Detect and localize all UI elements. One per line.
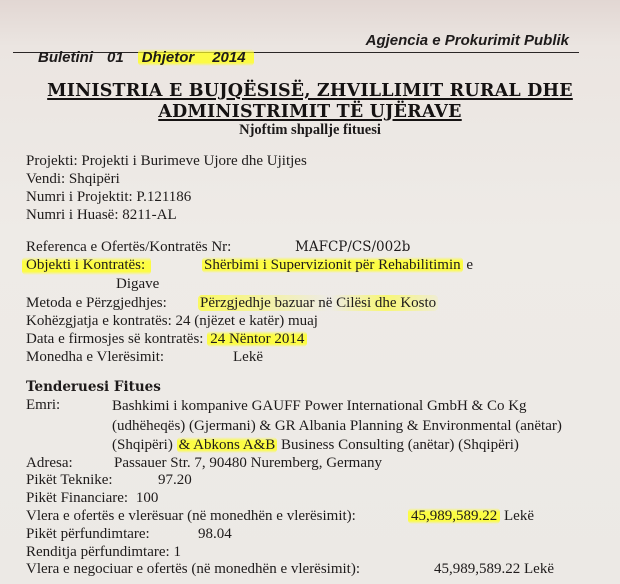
contract-reference — [26, 239, 411, 257]
technical-score — [26, 472, 192, 490]
title-line-2: ADMINISTRIMIT TË UJËRAVE — [158, 102, 462, 122]
reference-value: MAFCP/CS/002b — [295, 239, 411, 255]
evaluated-value-currency: Lekë — [504, 508, 534, 524]
contract-duration: Kohëzgjatja e kontratës: 24 (njëzet e katër) muaj — [26, 313, 318, 329]
currency-label: Monedha e Vlerësimit: — [26, 349, 165, 365]
negotiated-value-amount: 45,989,589.22 Lekë — [434, 561, 554, 577]
financial-score-label: Pikët Financiare: — [26, 490, 129, 506]
address-label: Adresa: — [26, 455, 73, 471]
negotiated-value-label: Vlera e negociuar e ofertës (në monedhën e vlerësimit): — [26, 561, 361, 577]
evaluation-currency — [26, 349, 263, 367]
bulletin-header — [13, 30, 579, 66]
winner-section-title: Tenderuesi Fitues — [26, 379, 161, 395]
address-value: Passauer Str. 7, 90480 Nuremberg, Germany — [114, 455, 383, 471]
financial-score-value: 100 — [135, 490, 159, 506]
title-line-1: MINISTRIA E BUJQËSISË, ZHVILLIMIT RURAL DHE — [47, 81, 573, 101]
bulletin-month: Dhjetor — [141, 49, 195, 66]
signing-date-value: 24 Nëntor 2014 — [207, 331, 307, 347]
ministry-title — [0, 81, 620, 123]
project-name: Projekti: Projekti i Burimeve Ujore dhe Ujitjes — [26, 153, 307, 169]
winner-name-label: Emri: — [26, 397, 61, 413]
final-score-value: 98.04 — [198, 526, 232, 542]
object-label: Objekti i Kontratës: — [22, 257, 151, 275]
project-number: Numri i Projektit: P.121186 — [26, 189, 192, 205]
winner-name-highlight: & Abkons A&B — [178, 437, 276, 453]
bulletin-date — [13, 32, 268, 83]
notice-subtitle: Njoftim shpallje fituesi — [239, 122, 381, 138]
technical-score-value: 97.20 — [158, 472, 192, 488]
bulletin-label: Buletini — [38, 49, 94, 66]
winner-name — [112, 397, 592, 456]
evaluated-value-label: Vlera e ofertës e vlerësuar (në monedhën e vlerësimit): — [26, 508, 356, 524]
reference-label: Referenca e Ofertës/Kontratës Nr: — [26, 239, 232, 255]
final-score-label: Pikët përfundimtare: — [26, 526, 150, 542]
winner-name-part1: Bashkimi i kompanive GAUFF Power International GmbH & Co Kg (udhëheqës) (Gjermani) & GR Albania Planning & Environmental (anëtar) (Shqipëri) — [112, 398, 562, 453]
winner-name-part2: Business Consulting (anëtar) (Shqipëri) — [277, 437, 519, 453]
bulletin-year: 2014 — [212, 49, 246, 66]
evaluated-offer-value — [26, 508, 534, 526]
object-value-continued: Digave — [116, 276, 160, 292]
winner-address — [26, 455, 383, 473]
final-score — [26, 526, 232, 544]
final-ranking: Renditja përfundimtare: 1 — [26, 544, 181, 560]
bulletin-day: 01 — [107, 49, 124, 66]
agency-name: Agjencia e Prokurimit Publik — [365, 32, 569, 49]
selection-method — [26, 295, 437, 313]
currency-value: Lekë — [233, 349, 263, 365]
highlighted-month-year — [138, 49, 254, 66]
evaluated-value-amount: 45,989,589.22 — [408, 508, 500, 524]
object-value: Shërbimi i Supervizionit për Rehabilitimin — [204, 257, 461, 273]
signing-date-label: Data e firmosjes së kontratës: — [26, 331, 204, 347]
method-value: Përzgjedhje bazuar në Cilësi dhe Kosto — [200, 295, 437, 311]
contract-object — [22, 257, 474, 275]
object-value-tail: e — [466, 257, 474, 273]
loan-number: Numri i Huasë: 8211-AL — [26, 207, 177, 223]
negotiated-offer-value — [26, 561, 554, 579]
financial-score — [26, 490, 158, 508]
method-label: Metoda e Përzgjedhjes: — [26, 295, 167, 311]
project-country: Vendi: Shqipëri — [26, 171, 120, 187]
signing-date — [26, 331, 307, 349]
technical-score-label: Pikët Teknike: — [26, 472, 113, 488]
